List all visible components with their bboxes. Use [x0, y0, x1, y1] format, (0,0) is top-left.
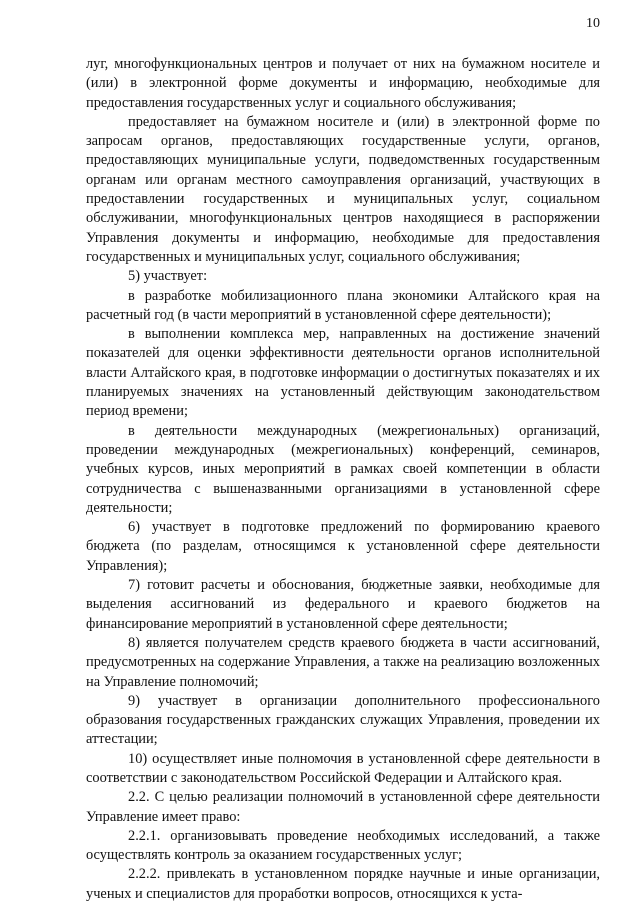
paragraph: в выполнении комплекса мер, направленных на достижение значений показателей для оценки эффективности деятельности органов исполнительной власти Алтайского края, в подготовке информации о достигнутых показателях и их планируемых значениях на установленный действующим законодательством период времени; — [86, 326, 600, 420]
page-number: 10 — [586, 16, 600, 31]
paragraph: в разработке мобилизационного плана экономики Алтайского края на расчетный год (в части мероприятий в установленной сфере деятельности); — [86, 287, 600, 323]
paragraph: 10) осуществляет иные полномочия в установленной сфере деятельности в соответствии с законодательством Российской Федерации и Алтайского края. — [86, 750, 600, 786]
paragraph: 2.2.1. организовывать проведение необходимых исследований, а также осуществлять контроль за оказанием государственных услуг; — [86, 827, 600, 864]
paragraph: 7) готовит расчеты и обоснования, бюджетные заявки, необходимые для выделения ассигнований из федерального и краевого бюджетов на финансирование мероприятий в установленной сфере деятельности; — [86, 577, 600, 632]
paragraph: 8) является получателем средств краевого бюджета в части ассигнований, предусмотренных на содержание Управления, а также на реализацию возложенных на Управление полномочий; — [86, 634, 600, 690]
paragraph-continuation: луг, многофункциональных центров и получает от них на бумажном носителе и (или) в электронной форме документы и информацию, необходимые для предоставления государственных услуг и социального обслуживания; — [86, 56, 600, 111]
paragraph: в деятельности международных (межрегиональных) организаций, проведении международных (межрегиональных) конференций, семинаров, учебных курсов, иных мероприятий в рамках своей компетенции в области сотрудничества с вышеназванными организациями в установленной сфере деятельности; — [86, 422, 600, 516]
paragraph: 2.2. С целью реализации полномочий в установленной сфере деятельности Управление имеет право: — [86, 789, 600, 825]
paragraph: предоставляет на бумажном носителе и (или) в электронной форме по запросам органов, предоставляющих государственные услуги, органов, предоставляющих муниципальные услуги, подведомственных государственным органам или органам местного самоуправления организаций, участвующих в предоставлении государственных и муниципальных услуг, социальном обслуживании, многофункциональных центров находящиеся в распоряжении Управления документы и информацию, необходимые для предоставления государственных и муниципальных услуг, социального обслуживания; — [86, 113, 600, 265]
paragraph: 2.2.2. привлекать в установленном порядке научные и иные организации, ученых и специалистов для проработки вопросов, относящихся к уста- — [86, 866, 600, 902]
paragraph: 5) участвует: — [128, 268, 208, 285]
paragraph: 6) участвует в подготовке предложений по формированию краевого бюджета (по разделам, относящимся к установленной сфере деятельности Управления); — [86, 519, 600, 574]
document-body — [86, 55, 600, 904]
paragraph: 9) участвует в организации дополнительного профессионального образования государственных гражданских служащих Управления, проведении их аттестации; — [86, 692, 600, 748]
